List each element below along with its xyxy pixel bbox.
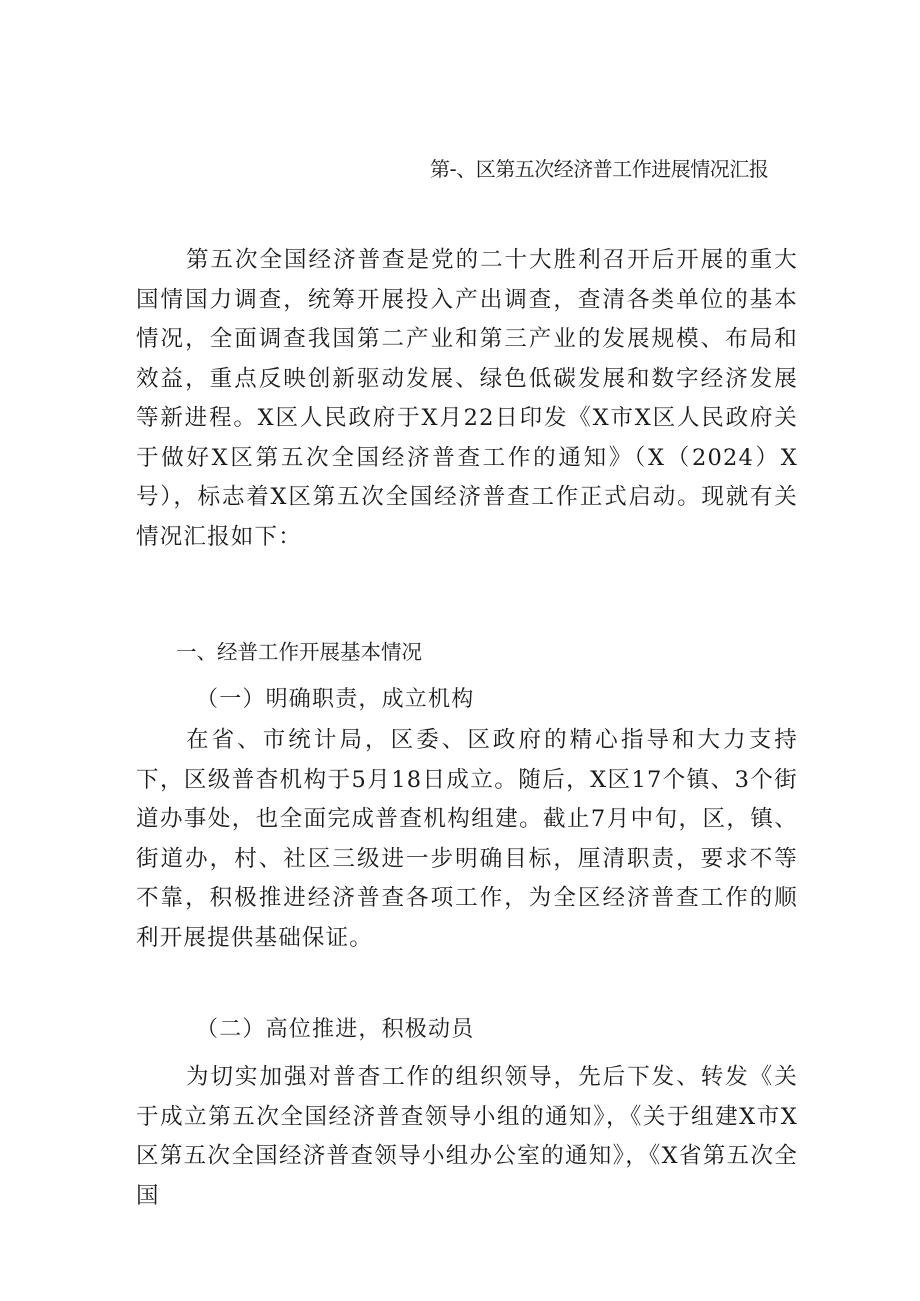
subsection-heading-1: （一）明确职责，成立机构 xyxy=(196,687,475,712)
subsection-1-paragraph: 在省、市统计局，区委、区政府的精心指导和大力支持下，区级普杳机构于5月18日成立。随后，X区17个镇、3个街道办事处，也全面完成普查机构组建。截止7月中旬，区，镇、街道办，村、社区三级进一步明确目标，厘清职责，要求不等不靠，积极推进经济普查各项工作，为全区经济普查工作的顺利开展提供基础保证。 xyxy=(136,727,798,951)
subsection-heading-2: （二）高位推进，积极动员 xyxy=(196,1017,475,1042)
section-heading-1: 一、经普工作开展基本情况 xyxy=(176,640,422,664)
document-title: 第-、区第五次经济普工作进展情况汇报 xyxy=(430,157,769,181)
intro-paragraph: 第五次全国经济普查是党的二十大胜利召开后开展的重大国情国力调查，统筹开展投入产出调查，查清各类单位的基本情况，全面调查我国第二产业和第三产业的发展规模、布局和效益，重点反映创新驱动发展、绿色低碳发展和数字经济发展等新进程。X区人民政府于X月22日印发《X市X区人民政府关于做好X区第五次全国经济普查工作的通知》（X（2024）X号），标志着X区第五次全国经济普查工作正式启动。现就有关情况汇报如下： xyxy=(136,247,798,550)
subsection-2-paragraph: 为切实加强对普杳工作的组织领导，先后下发、转发《关于成立第五次全国经济普查领导小组的通知》，《关于组建X市X区第五次全国经济普查领导小组办公室的通知》，《X省第五次全国 xyxy=(136,1064,798,1209)
